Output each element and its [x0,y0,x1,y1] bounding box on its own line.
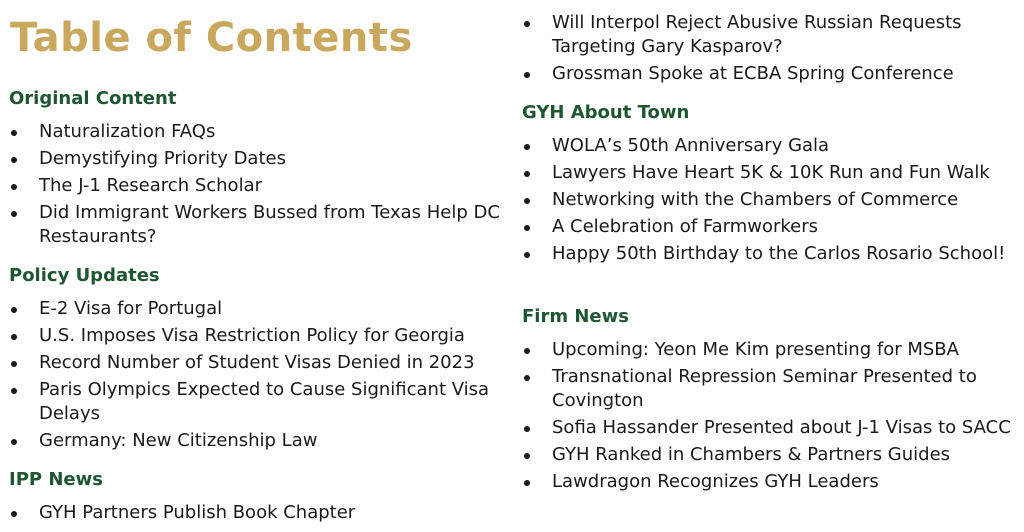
ipp-news-list [9,501,501,528]
section-heading-policy-updates: Policy Updates [9,265,160,286]
toc-item[interactable]: GYH Partners Publish Book Chapter [9,501,501,525]
toc-item[interactable]: Lawyers Have Heart 5K & 10K Run and Fun Walk [522,161,1022,185]
toc-item[interactable]: Grossman Spoke at ECBA Spring Conference [522,62,1022,86]
toc-item[interactable]: Demystifying Priority Dates [9,147,501,171]
section-heading-gyh-about-town: GYH About Town [522,102,690,123]
page-title: Table of Contents [10,15,413,61]
toc-item[interactable]: Naturalization FAQs [9,120,501,144]
toc-item[interactable]: Upcoming: Yeon Me Kim presenting for MSBA [522,338,1022,362]
toc-item[interactable]: WOLA’s 50th Anniversary Gala [522,134,1022,158]
toc-item[interactable]: Sofia Hassander Presented about J-1 Visas to SACC [522,416,1022,440]
gyh-about-town-list [522,134,1022,269]
toc-item[interactable]: U.S. Imposes Visa Restriction Policy for Georgia [9,324,501,348]
toc-item[interactable]: E-2 Visa for Portugal [9,297,501,321]
toc-item[interactable]: Happy 50th Birthday to the Carlos Rosario School! [522,242,1022,266]
section-heading-ipp-news: IPP News [9,469,103,490]
original-content-list [9,120,501,252]
toc-item[interactable]: GYH Ranked in Chambers & Partners Guides [522,443,1022,467]
toc-item[interactable]: Transnational Repression Seminar Presented to Covington [522,365,1022,413]
toc-item[interactable]: A Celebration of Farmworkers [522,215,1022,239]
policy-updates-list [9,297,501,456]
toc-item[interactable]: Will Interpol Reject Abusive Russian Requests Targeting Gary Kasparov? [522,11,1022,59]
continued-ipp-news-list [522,11,1022,89]
toc-item[interactable]: Paris Olympics Expected to Cause Significant Visa Delays [9,378,501,426]
toc-item[interactable]: Lawdragon Recognizes GYH Leaders [522,470,1022,494]
toc-item[interactable]: Germany: New Citizenship Law [9,429,501,453]
firm-news-list [522,338,1022,497]
section-heading-firm-news: Firm News [522,306,629,327]
toc-item[interactable]: Did Immigrant Workers Bussed from Texas Help DC Restaurants? [9,201,501,249]
toc-item[interactable]: Record Number of Student Visas Denied in 2023 [9,351,501,375]
toc-item[interactable]: The J-1 Research Scholar [9,174,501,198]
toc-item[interactable]: Networking with the Chambers of Commerce [522,188,1022,212]
section-heading-original-content: Original Content [9,88,177,109]
